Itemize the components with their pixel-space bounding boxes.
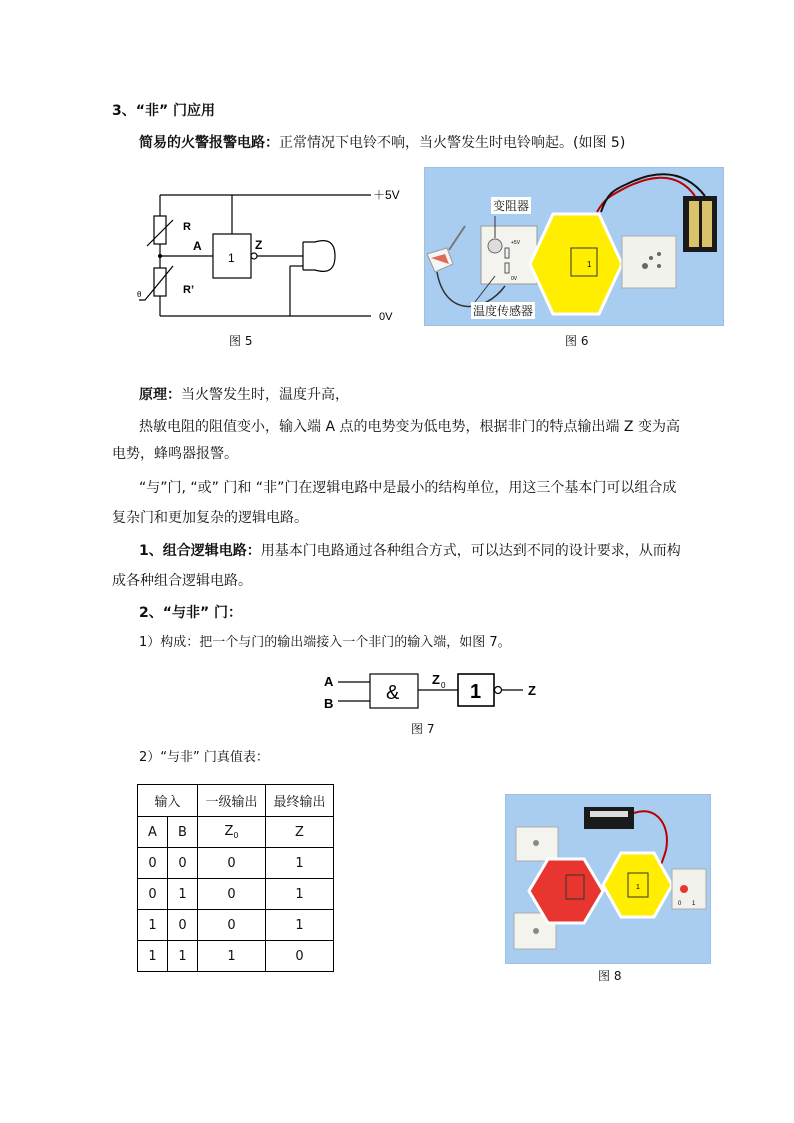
fig7-label-b: B (324, 696, 334, 711)
subheader-a: A (138, 817, 168, 848)
cell: 0 (266, 941, 334, 972)
fig6-caption: 图 6 (565, 334, 589, 348)
cell: 0 (198, 910, 266, 941)
cell: 1 (168, 941, 198, 972)
buzzer (303, 241, 335, 272)
cell: 0 (138, 848, 168, 879)
table-row (138, 910, 334, 941)
battery-box (584, 807, 634, 829)
fig7-label-z0: Z (432, 672, 440, 687)
hex-gate-label: 1 (587, 260, 592, 269)
label-rheostat: 变阻器 (493, 199, 530, 213)
led-indicator (680, 885, 688, 893)
principle-text: 当火警发生时，温度升高， (181, 387, 349, 403)
subheader-z0-sub: 0 (233, 831, 239, 840)
fig6-photo (424, 167, 724, 326)
table-row (138, 848, 334, 879)
led-label-1: 1 (692, 901, 696, 907)
cell: 0 (198, 848, 266, 879)
label-z: Z (255, 238, 263, 252)
gate-label: 1 (228, 251, 235, 265)
gate-hexagon (530, 214, 622, 314)
and-symbol: & (386, 682, 400, 704)
principle-line3: 电势，蜂鸣器报警。 (112, 446, 238, 462)
fire-alarm-intro (139, 133, 625, 153)
fig8-photo (505, 794, 711, 964)
intro-title: 简易的火警报警电路： (139, 135, 279, 151)
comb-line2: 成各种组合逻辑电路。 (112, 573, 252, 589)
not-symbol: 1 (470, 681, 482, 703)
buzzer-module (622, 236, 676, 288)
theta-label: θ (137, 290, 142, 299)
cell: 1 (138, 910, 168, 941)
gates-para-line1: “与”门, “或” 门和 “非”门在逻辑电路中是最小的结构单位，用这三个基本门可以组合成 (139, 480, 677, 496)
header-first-output: 一级输出 (198, 785, 266, 817)
hex-gate-label: 1 (636, 884, 640, 891)
fig7-caption: 图 7 (411, 722, 435, 736)
module-5v-label: +5V (511, 240, 521, 246)
cell: 1 (266, 848, 334, 879)
truth-table-title: 2）“与非” 门真值表： (139, 750, 269, 765)
label-r: R (183, 221, 191, 233)
truth-table (137, 784, 334, 972)
principle-line1 (139, 385, 349, 405)
comb-line1 (139, 541, 681, 561)
thermistor-slash (139, 266, 173, 300)
principle-line2: 热敏电阻的阻值变小，输入端 A 点的电势变为低电势，根据非门的特点输出端 Z 变为高 (139, 419, 680, 435)
fig8-illustration (506, 795, 710, 963)
table-row (138, 879, 334, 910)
intro-text: 正常情况下电铃不响，当火警发生时电铃响起。(如图 5) (279, 135, 626, 151)
nand-structure: 1）构成：把一个与门的输出端接入一个非门的输入端，如图 7。 (139, 635, 511, 650)
fig7-label-a: A (324, 674, 334, 689)
header-input: 输入 (138, 785, 198, 817)
cell: 1 (198, 941, 266, 972)
cell: 1 (266, 910, 334, 941)
nand-heading: 2、“与非” 门： (139, 605, 243, 621)
subheader-z0 (198, 817, 266, 848)
subheader-z0-text: Z (224, 824, 234, 839)
table-row (138, 941, 334, 972)
label-a: A (193, 239, 202, 253)
cell: 1 (138, 941, 168, 972)
principle-title: 原理： (139, 387, 181, 403)
resistor-r-arrow (147, 220, 173, 246)
comb-text: 用基本门电路通过各种组合方式，可以达到不同的设计要求，从而构 (260, 543, 681, 559)
cell: 0 (168, 910, 198, 941)
label-5v: ＋5V (373, 188, 400, 202)
led-label-0: 0 (678, 901, 682, 907)
fig8-caption: 图 8 (598, 969, 622, 983)
module-0v-label: 0V (511, 276, 518, 282)
subheader-z: Z (266, 817, 334, 848)
subheader-b: B (168, 817, 198, 848)
gates-para-line2: 复杂门和更加复杂的逻辑电路。 (112, 510, 308, 526)
cell: 0 (168, 848, 198, 879)
nand-gate-diagram (318, 668, 548, 720)
header-final-output: 最终输出 (266, 785, 334, 817)
table-subheader-row (138, 817, 334, 848)
cell: 0 (138, 879, 168, 910)
fig5-caption: 图 5 (229, 334, 253, 348)
fire-alarm-circuit-diagram (125, 180, 415, 325)
cell: 0 (198, 879, 266, 910)
section3-heading: 3、“非” 门应用 (112, 103, 216, 119)
label-0v: 0V (379, 311, 393, 323)
fig7-label-z0-sub: 0 (441, 681, 446, 690)
resistor-r (154, 216, 166, 244)
label-temp-sensor: 温度传感器 (473, 304, 534, 318)
label-r-prime: R’ (183, 284, 194, 296)
fig6-illustration (425, 168, 723, 325)
cell: 1 (266, 879, 334, 910)
table-header-row (138, 785, 334, 817)
rheostat-knob (488, 239, 502, 253)
comb-title: 1、组合逻辑电路： (139, 543, 261, 559)
cell: 1 (168, 879, 198, 910)
fig7-label-z: Z (528, 683, 536, 698)
